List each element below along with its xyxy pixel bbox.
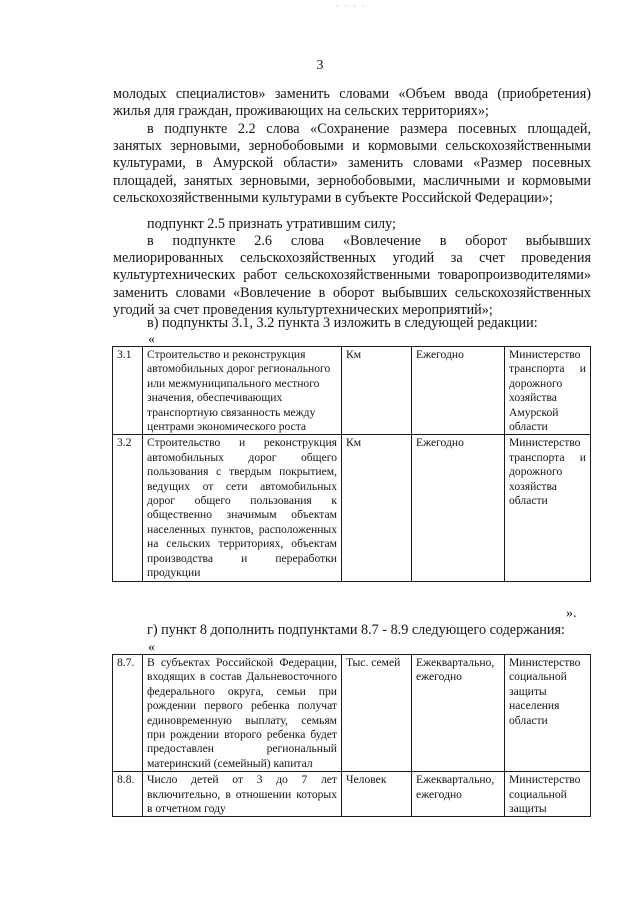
row-number: 3.2 bbox=[113, 435, 143, 581]
indicator-name: Строительство и реконструкция автомобильных дорог регионального или межмуниципального местного значения, обеспечивающих транспортную связанность между центрами экономического роста bbox=[143, 347, 342, 435]
row-number: 8.8. bbox=[113, 772, 143, 817]
table-row bbox=[113, 655, 591, 772]
responsible: Министерство социальной защиты bbox=[505, 772, 591, 817]
unit: Тыс. семей bbox=[342, 655, 412, 772]
row-number: 8.7. bbox=[113, 655, 143, 772]
table-row bbox=[113, 772, 591, 817]
table-1 bbox=[112, 346, 591, 582]
unit: Км bbox=[342, 435, 412, 581]
indicator-name: Число детей от 3 до 7 лет включительно, в отношении которых в отчетном году bbox=[143, 772, 342, 817]
scan-mark: · · · · bbox=[336, 2, 367, 11]
paragraph-1: молодых специалистов» заменить словами «Объем ввода (приобретения) жилья для граждан, проживающих на сельских территориях»; bbox=[113, 86, 591, 120]
table-2 bbox=[112, 654, 591, 817]
responsible: Министерство транспорта и дорожного хозяйства области bbox=[505, 435, 591, 581]
unit: Км bbox=[342, 347, 412, 435]
table-row bbox=[113, 435, 591, 581]
responsible: Министерство социальной защиты населения области bbox=[505, 655, 591, 772]
periodicity: Ежегодно bbox=[412, 347, 505, 435]
periodicity: Ежеквартально, ежегодно bbox=[412, 655, 505, 772]
responsible: Министерство транспорта и дорожного хозяйства Амурской области bbox=[505, 347, 591, 435]
paragraph-2: в подпункте 2.2 слова «Сохранение размера посевных площадей, занятых зерновыми, зернобобовыми и кормовыми сельскохозяйственными культурами, в Амурской области» заменить словами «Размер посевных площадей, занятых зерновыми, зернобобовыми, масличными и кормовыми сельскохозяйственными культурами в субъекте Российской Федерации»; bbox=[113, 121, 591, 206]
close-quote-1: ». bbox=[566, 606, 577, 621]
indicator-name: В субъектах Российской Федерации, входящих в состав Дальневосточного федерального округа, семьи при рождении первого ребенка получат единовременную выплату, семьям при рождении второго ребенка будет предоставлен региональный материнский (семейный) капитал bbox=[143, 655, 342, 772]
paragraph-5: в) подпункты 3.1, 3.2 пункта 3 изложить в следующей редакции: bbox=[147, 315, 538, 331]
table-row bbox=[113, 347, 591, 435]
paragraph-3: подпункт 2.5 признать утратившим силу; bbox=[147, 216, 396, 232]
row-number: 3.1 bbox=[113, 347, 143, 435]
paragraph-4: в подпункте 2.6 слова «Вовлечение в оборот выбывших мелиорированных сельскохозяйственных угодий за счет проведения культуртехнических работ сельскохозяйственными товаропроизводителями» заменить словами «Вовлечение в оборот выбывших сельскохозяйственных угодий за счет проведения культуртехнических мероприятий»; bbox=[113, 233, 591, 318]
open-quote-1: « bbox=[148, 332, 155, 347]
unit: Человек bbox=[342, 772, 412, 817]
page-number: 3 bbox=[316, 58, 324, 73]
indicator-name: Строительство и реконструкция автомобильных дорог общего пользования с твердым покрытием, ведущих от сети автомобильных дорог общего пользования к общественно значимым объектам населенных пунктов, расположенных на сельских территориях, объектам производства и переработки продукции bbox=[143, 435, 342, 581]
periodicity: Ежегодно bbox=[412, 435, 505, 581]
paragraph-6: г) пункт 8 дополнить подпунктами 8.7 - 8.9 следующего содержания: bbox=[147, 622, 565, 638]
open-quote-2: « bbox=[148, 640, 155, 655]
periodicity: Ежеквартально, ежегодно bbox=[412, 772, 505, 817]
